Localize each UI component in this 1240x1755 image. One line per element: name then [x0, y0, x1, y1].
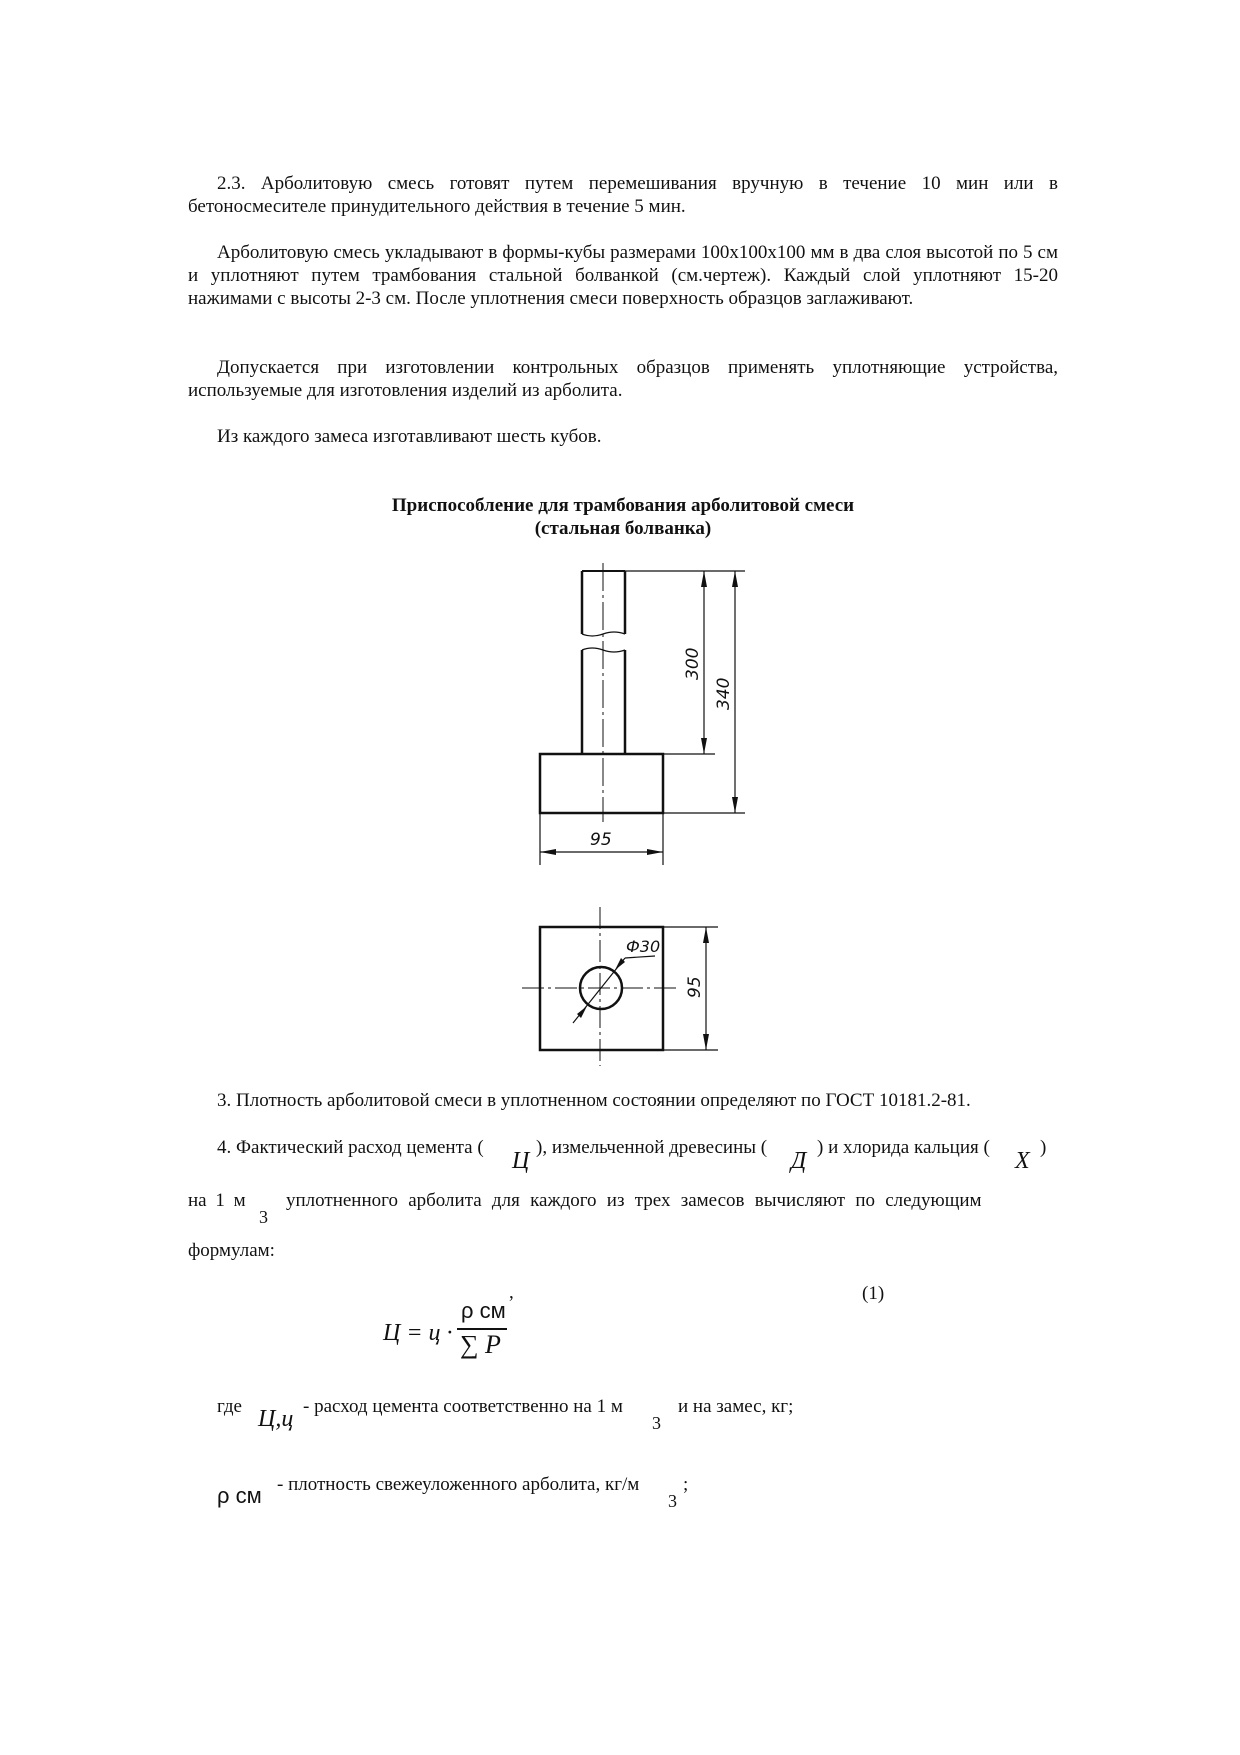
figure-title-line2: (стальная болванка): [534, 518, 712, 539]
section-4-line2b: уплотненного арболита для каждого из трех замесов вычисляют по следующим: [286, 1190, 982, 1211]
symbol-wood: Д: [791, 1148, 807, 1174]
section-3-text: 3. Плотность арболитовой смеси в уплотненном состоянии определяют по ГОСТ 10181.2-81.: [217, 1090, 971, 1111]
paragraph-text: Допускается при изготовлении контрольных образцов применять уплотняющие устройства, используемые для изготовления изделий из арболита.: [188, 357, 1058, 401]
dim-340-label: 340: [714, 677, 734, 710]
definition-prefix: где: [217, 1396, 242, 1417]
formula-lhs: Ц = ц ·: [383, 1320, 453, 1346]
symbol-chloride: Х: [1015, 1148, 1030, 1174]
section-4-part2: ), измельченной древесины (: [536, 1137, 768, 1158]
section-4-part1: 4. Фактический расход цемента (: [217, 1137, 484, 1158]
symbol-cement: Ц: [512, 1148, 530, 1174]
paragraph-text: Из каждого замеса изготавливают шесть кубов.: [217, 426, 602, 447]
definition-suffix-density: ;: [683, 1474, 689, 1495]
formula-numerator: ρ см: [461, 1298, 506, 1323]
dim-300-label: 300: [683, 647, 703, 680]
formula-comma: ,: [509, 1282, 514, 1303]
definition-exponent-cement: 3: [652, 1413, 661, 1433]
dim-95-width-label: 95: [590, 830, 612, 850]
formula-number: (1): [862, 1283, 885, 1304]
paragraph-text: Арболитовую смесь укладывают в формы-кубы размерами 100x100x100 мм в два слоя высотой по 5 см и уплотняют путем трамбования стальной болванкой (см.чертеж). Каждый слой уплотняют 15-20 нажимами с высоты 2-3 см. После уплотнения смеси поверхность образцов заглаживают.: [188, 242, 1058, 309]
section-4-part4: ): [1040, 1137, 1047, 1158]
section-4-line3: формулам:: [188, 1240, 275, 1261]
dim-95-height-label: 95: [685, 976, 705, 998]
definition-symbol-density: ρ см: [217, 1483, 262, 1508]
definition-text-density: - плотность свежеуложенного арболита, кг/м: [277, 1474, 640, 1495]
cubic-exponent: 3: [259, 1207, 268, 1227]
definition-symbol-cement: Ц,ц: [258, 1406, 294, 1432]
figure-title-line1: Приспособление для трамбования арболитовой смеси: [391, 495, 855, 516]
paragraph-text: 2.3. Арболитовую смесь готовят путем перемешивания вручную в течение 10 мин или в бетоносмесителе принудительного действия в течение 5 мин.: [188, 173, 1058, 217]
definition-exponent-density: 3: [668, 1491, 677, 1511]
definition-suffix-cement: и на замес, кг;: [678, 1396, 794, 1417]
formula-denominator: ∑ P: [460, 1330, 501, 1359]
section-4-part3: ) и хлорида кальция (: [817, 1137, 990, 1158]
definition-text-cement: - расход цемента соответственно на 1 м: [303, 1396, 623, 1417]
section-4-line2a: на 1 м: [188, 1190, 246, 1211]
diameter-label: Ф30: [626, 937, 661, 956]
